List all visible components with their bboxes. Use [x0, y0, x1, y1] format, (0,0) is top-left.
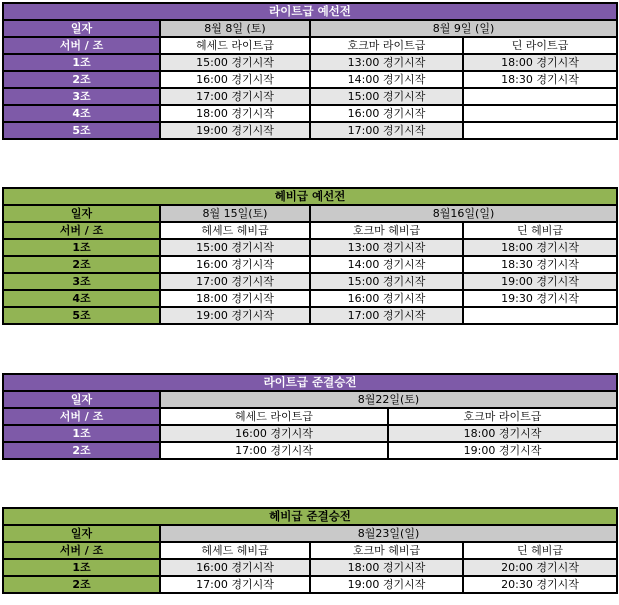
- venue-header: 호크마 헤비급: [310, 542, 463, 559]
- schedule-cell: 16:00 경기시작: [160, 71, 310, 88]
- group-label: 2조: [3, 442, 160, 459]
- group-label: 4조: [3, 105, 160, 122]
- server-label: 서버 / 조: [3, 408, 160, 425]
- venue-header: 호크마 헤비급: [310, 222, 463, 239]
- empty-cell: [463, 88, 617, 105]
- heavyweight-prelim-table: [2, 187, 618, 325]
- venue-header: 호크마 라이트급: [388, 408, 617, 425]
- group-label: 2조: [3, 71, 160, 88]
- table-row: [3, 442, 617, 459]
- group-label: 1조: [3, 239, 160, 256]
- group-label: 2조: [3, 576, 160, 593]
- empty-cell: [463, 122, 617, 139]
- date-label: 일자: [3, 205, 160, 222]
- group-label: 4조: [3, 290, 160, 307]
- schedule-cell: 16:00 경기시작: [160, 256, 310, 273]
- group-label: 1조: [3, 425, 160, 442]
- schedule-cell: 19:00 경기시작: [160, 307, 310, 324]
- schedule-cell: 15:00 경기시작: [310, 88, 463, 105]
- schedule-cell: 18:00 경기시작: [463, 239, 617, 256]
- group-label: 3조: [3, 273, 160, 290]
- group-label: 2조: [3, 256, 160, 273]
- table-row: [3, 559, 617, 576]
- schedule-cell: 16:00 경기시작: [310, 290, 463, 307]
- schedule-cell: 18:00 경기시작: [388, 425, 617, 442]
- empty-cell: [463, 105, 617, 122]
- table-row: [3, 256, 617, 273]
- schedule-cell: 13:00 경기시작: [310, 54, 463, 71]
- schedule-cell: 16:00 경기시작: [160, 425, 388, 442]
- venue-header: 헤세드 라이트급: [160, 408, 388, 425]
- date-cell: 8월23일(일): [160, 525, 617, 542]
- server-label: 서버 / 조: [3, 37, 160, 54]
- table-row: [3, 273, 617, 290]
- group-label: 3조: [3, 88, 160, 105]
- schedule-cell: 15:00 경기시작: [160, 54, 310, 71]
- group-label: 5조: [3, 122, 160, 139]
- table-title: 헤비급 준결승전: [3, 508, 617, 525]
- schedule-cell: 17:00 경기시작: [160, 273, 310, 290]
- table-row: [3, 239, 617, 256]
- table-row: [3, 425, 617, 442]
- venue-header: 딘 헤비급: [463, 542, 617, 559]
- server-label: 서버 / 조: [3, 222, 160, 239]
- schedule-cell: 15:00 경기시작: [160, 239, 310, 256]
- group-label: 1조: [3, 54, 160, 71]
- table-title: 라이트급 준결승전: [3, 374, 617, 391]
- schedule-cell: 16:00 경기시작: [310, 105, 463, 122]
- schedule-cell: 19:00 경기시작: [310, 576, 463, 593]
- date-label: 일자: [3, 20, 160, 37]
- schedule-cell: 13:00 경기시작: [310, 239, 463, 256]
- table-row: [3, 105, 617, 122]
- table-row: [3, 576, 617, 593]
- schedule-cell: 15:00 경기시작: [310, 273, 463, 290]
- server-label: 서버 / 조: [3, 542, 160, 559]
- table-row: [3, 122, 617, 139]
- schedule-cell: 18:30 경기시작: [463, 256, 617, 273]
- schedule-cell: 18:00 경기시작: [310, 559, 463, 576]
- venue-header: 헤세드 라이트급: [160, 37, 310, 54]
- schedule-cell: 19:00 경기시작: [388, 442, 617, 459]
- table-row: [3, 88, 617, 105]
- date-cell: 8월 15일(토): [160, 205, 310, 222]
- heavyweight-semifinal-table: [2, 507, 618, 594]
- schedule-cell: 20:30 경기시작: [463, 576, 617, 593]
- schedule-cell: 19:00 경기시작: [160, 122, 310, 139]
- date-cell: 8월 9일 (일): [310, 20, 617, 37]
- table-row: [3, 307, 617, 324]
- schedule-cell: 17:00 경기시작: [310, 307, 463, 324]
- table-row: [3, 290, 617, 307]
- schedule-cell: 18:00 경기시작: [463, 54, 617, 71]
- schedule-cell: 18:00 경기시작: [160, 290, 310, 307]
- date-label: 일자: [3, 525, 160, 542]
- date-cell: 8월16일(일): [310, 205, 617, 222]
- schedule-cell: 18:30 경기시작: [463, 71, 617, 88]
- lightweight-prelim-table: [2, 2, 618, 140]
- schedule-cell: 19:30 경기시작: [463, 290, 617, 307]
- table-title: 헤비급 예선전: [3, 188, 617, 205]
- schedule-cell: 16:00 경기시작: [160, 559, 310, 576]
- schedule-cell: 14:00 경기시작: [310, 256, 463, 273]
- schedule-cell: 17:00 경기시작: [160, 88, 310, 105]
- date-cell: 8월22일(토): [160, 391, 617, 408]
- schedule-cell: 20:00 경기시작: [463, 559, 617, 576]
- schedule-cell: 19:00 경기시작: [463, 273, 617, 290]
- schedule-cell: 14:00 경기시작: [310, 71, 463, 88]
- date-cell: 8월 8일 (토): [160, 20, 310, 37]
- schedule-cell: 17:00 경기시작: [310, 122, 463, 139]
- date-label: 일자: [3, 391, 160, 408]
- venue-header: 딘 라이트급: [463, 37, 617, 54]
- lightweight-semifinal-table: [2, 373, 618, 460]
- venue-header: 헤세드 헤비급: [160, 542, 310, 559]
- table-row: [3, 71, 617, 88]
- group-label: 5조: [3, 307, 160, 324]
- table-row: [3, 54, 617, 71]
- empty-cell: [463, 307, 617, 324]
- venue-header: 딘 헤비급: [463, 222, 617, 239]
- schedule-cell: 18:00 경기시작: [160, 105, 310, 122]
- venue-header: 호크마 라이트급: [310, 37, 463, 54]
- group-label: 1조: [3, 559, 160, 576]
- table-title: 라이트급 예선전: [3, 3, 617, 20]
- schedule-cell: 17:00 경기시작: [160, 442, 388, 459]
- venue-header: 헤세드 헤비급: [160, 222, 310, 239]
- schedule-cell: 17:00 경기시작: [160, 576, 310, 593]
